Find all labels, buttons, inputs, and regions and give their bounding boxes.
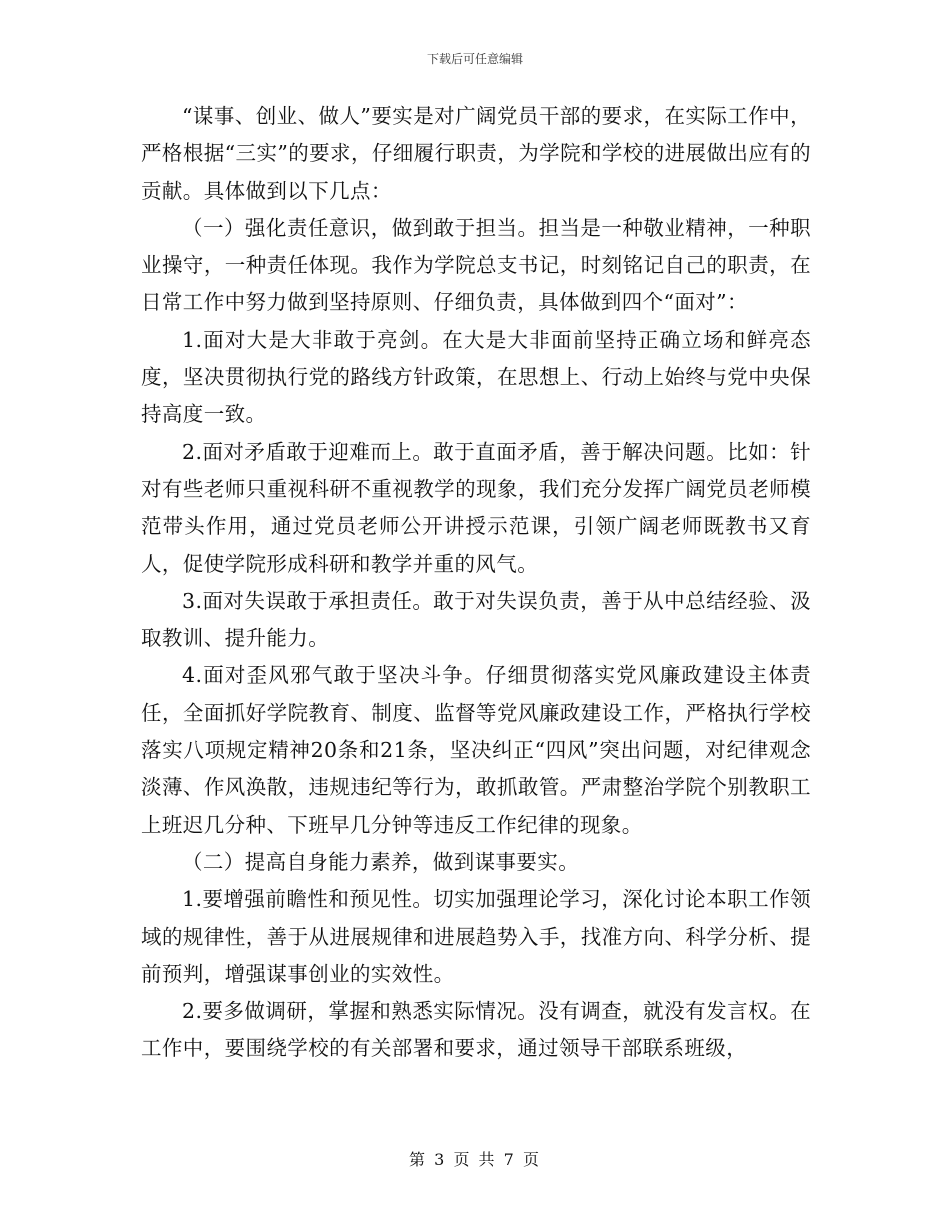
paragraph-item-1-1: 1.面对大是大非敢于亮剑。在大是大非面前坚持正确立场和鲜亮态度，坚决贯彻执行党的路线方针政策，在思想上、行动上始终与党中央保持高度一致。 xyxy=(141,327,811,427)
document-body xyxy=(141,98,811,1068)
paragraph-intro: “谋事、创业、做人”要实是对广阔党员干部的要求，在实际工作中，严格根据“三实”的要求，仔细履行职责，为学院和学校的进展做出应有的贡献。具体做到以下几点： xyxy=(141,104,811,203)
footer-label-page: 第 xyxy=(409,1150,428,1169)
paragraph-item-2-1: 1.要增强前瞻性和预见性。切实加强理论学习，深化讨论本职工作领域的规律性，善于从进展规律和进展趋势入手，找准方向、科学分析、提前预判，增强谋事创业的实效性。 xyxy=(141,887,811,986)
footer-label-total: 共 xyxy=(478,1150,497,1169)
footer-label-unit: 页 xyxy=(453,1150,472,1169)
page-footer xyxy=(0,1150,950,1170)
paragraph-item-1-3: 3.面对失误敢于承担责任。敢于对失误负责，善于从中总结经验、汲取教训、提升能力。 xyxy=(141,588,811,651)
page-header-note: 下载后可任意编辑 xyxy=(426,52,523,66)
paragraph-item-1-4: 4.面对歪风邪气敢于坚决斗争。仔细贯彻落实党风廉政建设主体责任，全面抓好学院教育、制度、监督等党风廉政建设工作，严格执行学校落实八项规定精神20条和21条，坚决纠正“四风”突出问题，对纪律观念淡薄、作风涣散，违规违纪等行为，敢抓敢管。严肃整治学院个别教职工上班迟几分种、下班早几分钟等违反工作纪律的现象。 xyxy=(141,663,811,837)
paragraph-section-1: （一）强化责任意识，做到敢于担当。担当是一种敬业精神，一种职业操守，一种责任体现。我作为学院总支书记，时刻铭记自己的职责，在日常工作中努力做到坚持原则、仔细负责，具体做到四个“面对”： xyxy=(141,215,811,315)
paragraph-item-1-2: 2.面对矛盾敢于迎难而上。敢于直面矛盾，善于解决问题。比如：针对有些老师只重视科研不重视教学的现象，我们充分发挥广阔党员老师模范带头作用，通过党员老师公开讲授示范课，引领广阔老师既教书又育人，促使学院形成科研和教学并重的风气。 xyxy=(141,439,811,576)
footer-total-pages: 7 xyxy=(503,1150,516,1169)
footer-current-page: 3 xyxy=(434,1150,447,1169)
footer-label-unit-end: 页 xyxy=(522,1150,541,1169)
paragraph-item-2-2: 2.要多做调研，掌握和熟悉实际情况。没有调查，就没有发言权。在工作中，要围绕学校的有关部署和要求，通过领导干部联系班级， xyxy=(141,999,811,1061)
paragraph-section-2: （二）提高自身能力素养，做到谋事要实。 xyxy=(182,849,580,874)
